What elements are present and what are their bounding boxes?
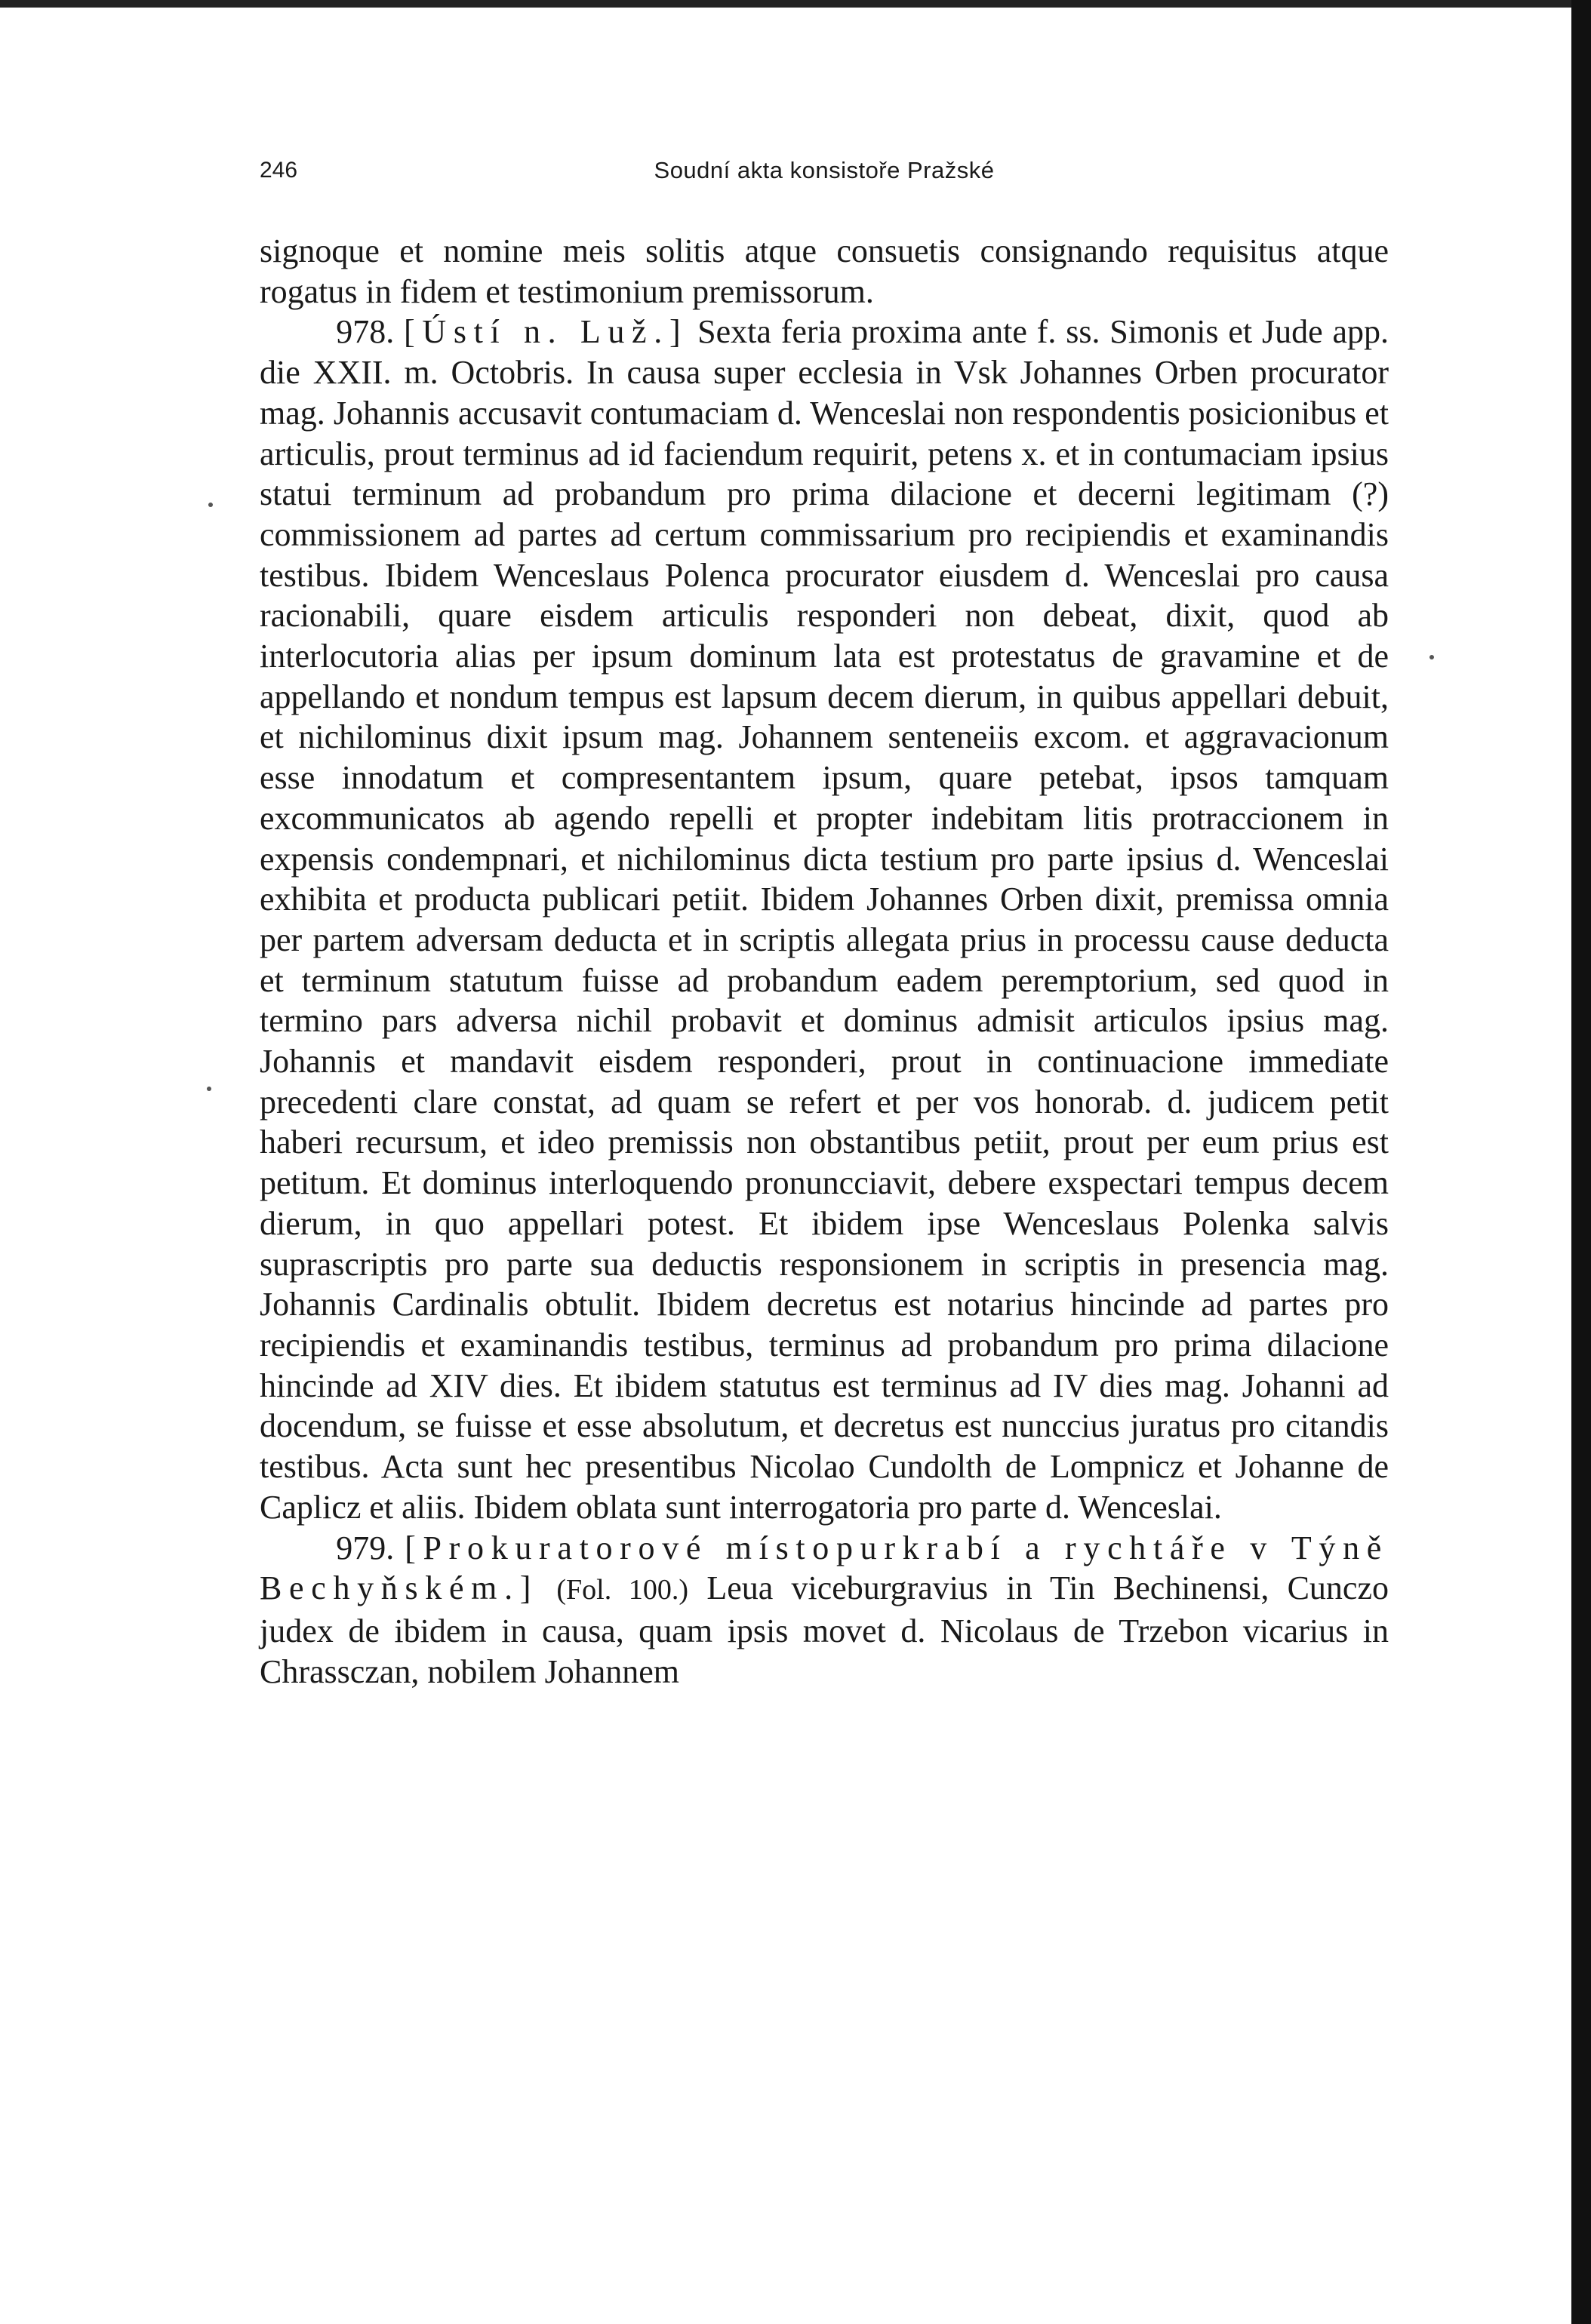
entry-heading: [Prokuratorové místopurkrabí a rychtáře v Týně Bechyňském.] [260, 1529, 1389, 1607]
paragraph-continuation: signoque et nomine meis solitis atque consuetis consignando requisitus atque rogatus in fidem et testimonium premissorum. [260, 232, 1389, 310]
entry-number: 978. [336, 313, 395, 351]
page-number: 246 [260, 158, 298, 183]
entry-heading: [Ústí n. Luž.] [404, 313, 688, 351]
running-title: Soudní akta konsistoře Pražské [654, 157, 995, 183]
folio-reference: (Fol. 100.) [556, 1574, 689, 1606]
body-text [260, 231, 1389, 1692]
margin-dot [1429, 655, 1434, 659]
margin-dot [207, 1087, 211, 1091]
scan-edge-right [1571, 0, 1591, 2324]
entry-number: 979. [336, 1529, 395, 1566]
running-head [260, 151, 1389, 190]
entry-979 [260, 1528, 1389, 1692]
entry-body: Sexta feria proxima ante f. ss. Simonis et Jude app. die XXII. m. Octobris. In causa super ecclesia in Vsk Johannes Orben procurator mag. Johannis accusavit contumaciam d. Wenceslai non respondentis posicionibus et articulis, prout terminus ad id faciendum requirit, petens x. et in contumaciam ipsius statui terminum ad probandum pro prima dilacione et decerni legitimam (?) commissionem ad partes ad certum commissarium pro recipiendis et examinandis testibus. Ibidem Wenceslaus Polenca procurator eiusdem d. Wenceslai pro causa racionabili, quare eisdem articulis responderi non debeat, dixit, quod ab interlocutoria alias per ipsum dominum lata est protestatus de gravamine et de appellando et nondum tempus est lapsum decem dierum, in quibus appellari debuit, et nichilominus dixit ipsum mag. Johannem senteneiis excom. et aggravacionum esse innodatum et compresentantem ipsum, quare petebat, ipsos tamquam excommunicatos ab agendo repelli et propter indebitam litis protraccionem in expensis condempnari, et nichilominus dicta testium pro parte ipsius d. Wenceslai exhibita et producta publicari petiit. Ibidem Johannes Orben dixit, premissa omnia per partem adversam deducta et in scriptis allegata prius in processu cause deducta et terminum statutum fuisse ad probandum eadem peremptorium, sed quod in termino pars adversa nichil probavit et dominus admisit articulos ipsius mag. Johannis et mandavit eisdem responderi, prout in continuacione immediate precedenti clare constat, ad quam se refert et per vos honorab. d. judicem petit haberi recursum, et ideo premissis non obstantibus petiit, prout per eum prius est petitum. Et dominus interloquendo pronuncciavit, debere exspectari tempus decem dierum, in quo appellari potest. Et ibidem ipse Wenceslaus Polenka salvis suprascriptis pro parte sua deductis responsionem in scriptis in presencia mag. Johannis Cardinalis obtulit. Ibidem decretus est notarius hincinde ad partes pro recipiendis et examinandis testibus, terminus ad probandum pro prima dilacione hincinde ad XIV dies. Et ibidem statutus est terminus ad IV dies mag. Johanni ad docendum, se fuisse et esse absolutum, et decretus est nunccius juratus pro citandis testibus. Acta sunt hec presentibus Nicolao Cundolth de Lompnicz et Johanne de Caplicz et aliis. Ibidem oblata sunt interrogatoria pro parte d. Wenceslai. [260, 313, 1389, 1526]
entry-978 [260, 312, 1389, 1527]
scan-edge-top [0, 0, 1591, 8]
entry-body: Leua viceburgravius in Tin Bechinensi, Cunczo judex de ibidem in causa, quam ipsis movet d. Nicolaus de Trzebon vicarius in Chrassczan, nobilem Johannem [260, 1569, 1389, 1690]
margin-dot [208, 503, 213, 507]
